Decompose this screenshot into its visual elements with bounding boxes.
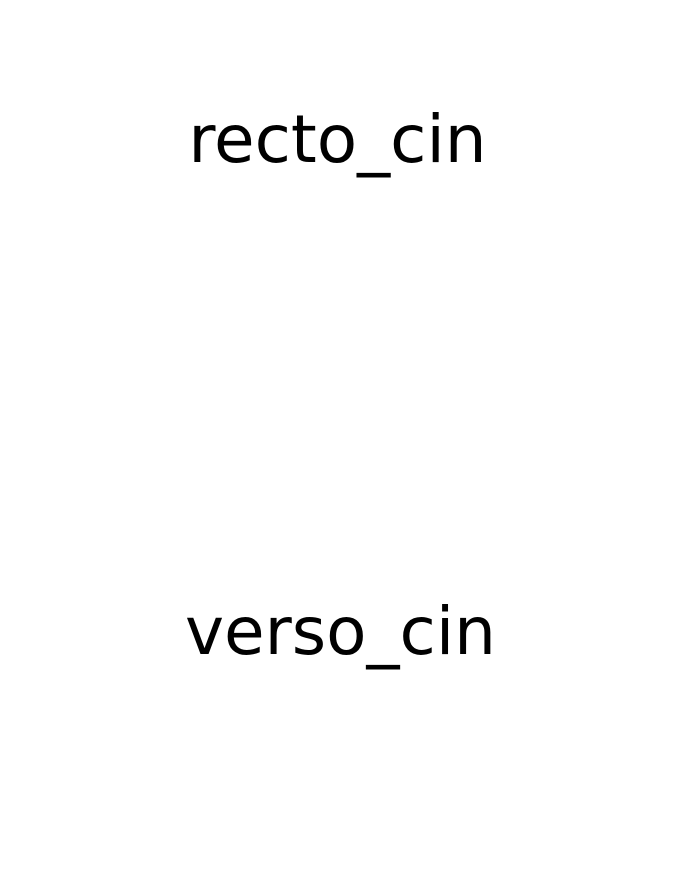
recto-label: recto_cin	[188, 101, 487, 178]
verso-label: verso_cin	[184, 593, 497, 670]
